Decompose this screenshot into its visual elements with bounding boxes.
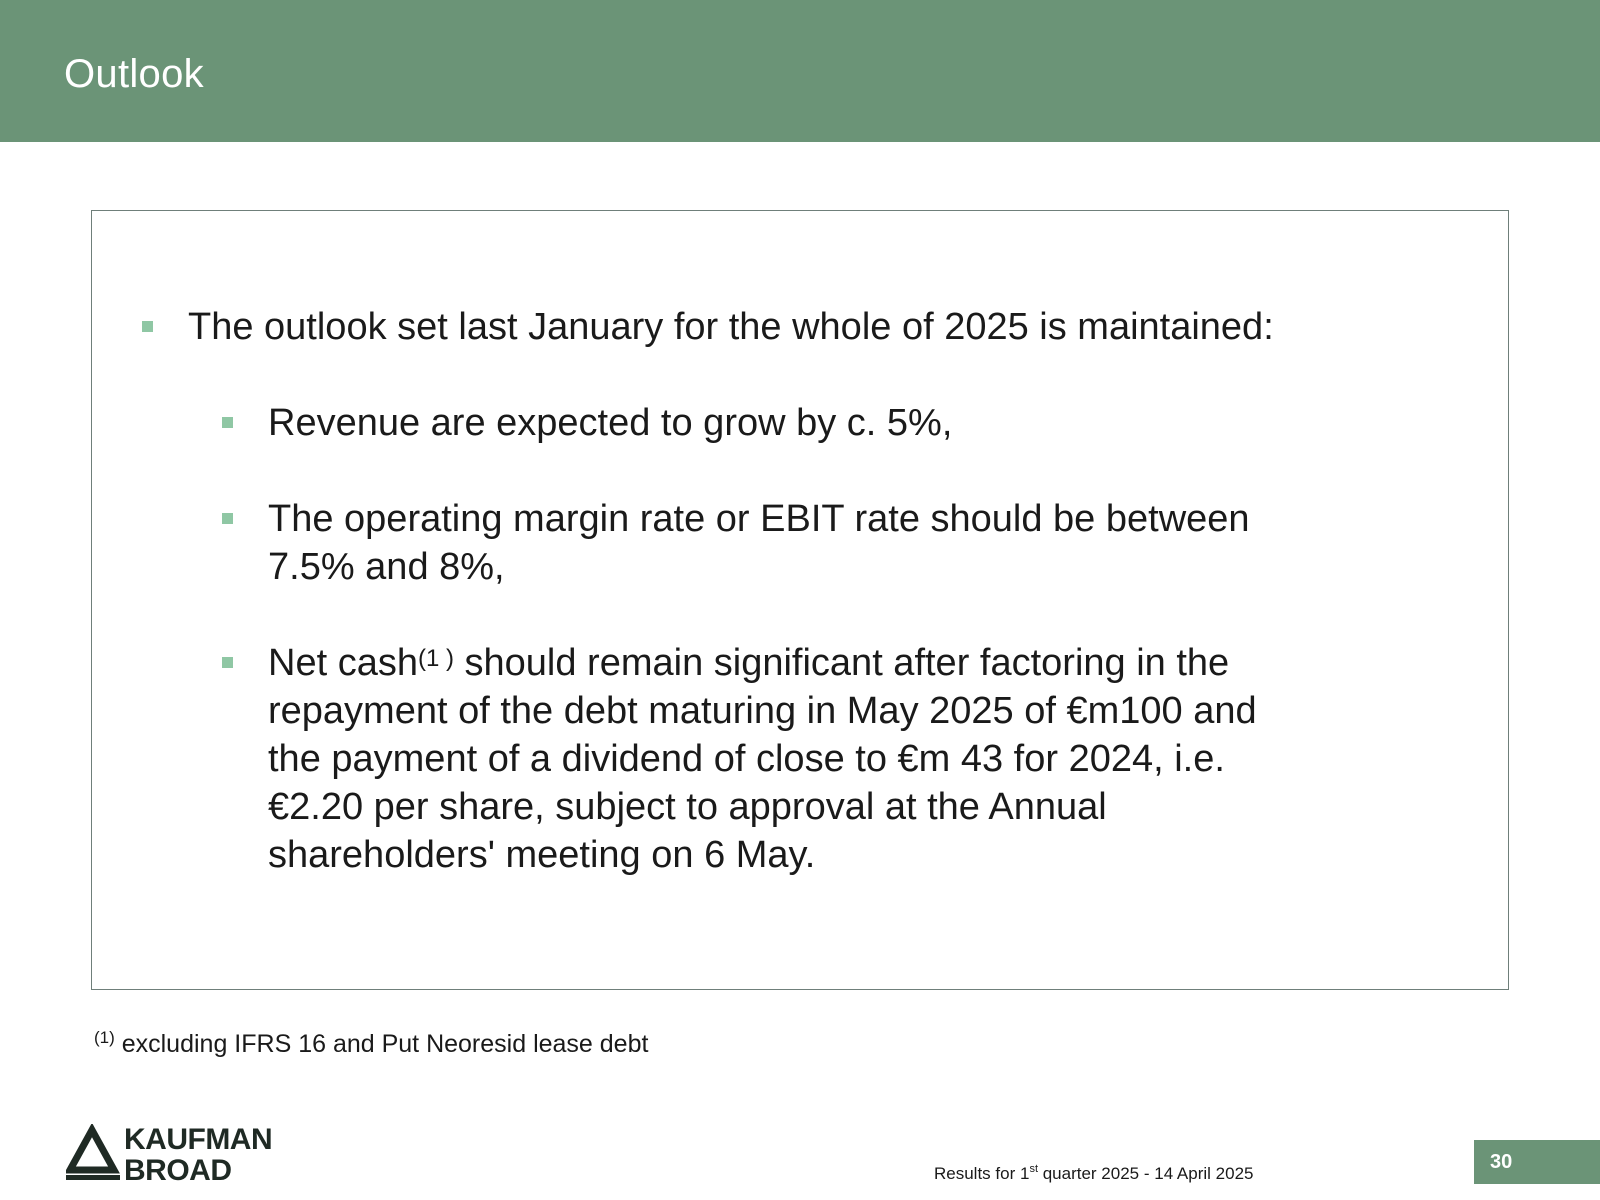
header-bar <box>0 0 1600 142</box>
content-box <box>91 210 1509 990</box>
bullet-text: Revenue are expected to grow by c. 5%, <box>268 402 953 444</box>
square-bullet-icon <box>222 513 233 524</box>
net-cash-label: Net cash <box>268 642 418 684</box>
logo-wordmark <box>124 1124 272 1186</box>
bullet-text-line: the payment of a dividend of close to €m 43 for 2024, i.e. <box>268 738 1225 780</box>
kaufman-broad-triangle-logo-icon <box>66 1124 122 1186</box>
footnote <box>94 1030 648 1059</box>
page-number: 30 <box>1490 1151 1513 1173</box>
logo-line1: KAUFMAN <box>124 1123 273 1156</box>
logo-line2: BROAD <box>124 1154 232 1187</box>
bullet-text-line: shareholders' meeting on 6 May. <box>268 834 816 876</box>
kaufman-broad-logo <box>66 1124 296 1186</box>
bullet-text-line: 7.5% and 8%, <box>268 546 505 588</box>
footnote-marker: (1) <box>94 1028 115 1047</box>
net-cash-text: should remain significant after factoring in the <box>453 642 1230 684</box>
bullet-text-line: repayment of the debt maturing in May 2025 of €m100 and <box>268 690 1257 732</box>
footer-text-before: Results for 1 <box>934 1164 1030 1183</box>
footer-text <box>934 1164 1253 1184</box>
bullet-text-line: €2.20 per share, subject to approval at the Annual <box>268 786 1107 828</box>
footnote-reference: (1 ) <box>417 645 454 672</box>
page-number-box <box>1474 1140 1600 1184</box>
square-bullet-icon <box>222 657 233 668</box>
footer-text-after: quarter 2025 - 14 April 2025 <box>1038 1164 1254 1183</box>
footnote-text: excluding IFRS 16 and Put Neoresid lease debt <box>114 1030 649 1058</box>
footer-superscript: st <box>1029 1163 1038 1175</box>
bullet-text-line <box>268 639 1229 687</box>
slide-title: Outlook <box>64 52 204 96</box>
square-bullet-icon <box>142 321 153 332</box>
bullet-text: The outlook set last January for the whole of 2025 is maintained: <box>188 306 1274 348</box>
bullet-text-line: The operating margin rate or EBIT rate should be between <box>268 498 1250 540</box>
square-bullet-icon <box>222 417 233 428</box>
